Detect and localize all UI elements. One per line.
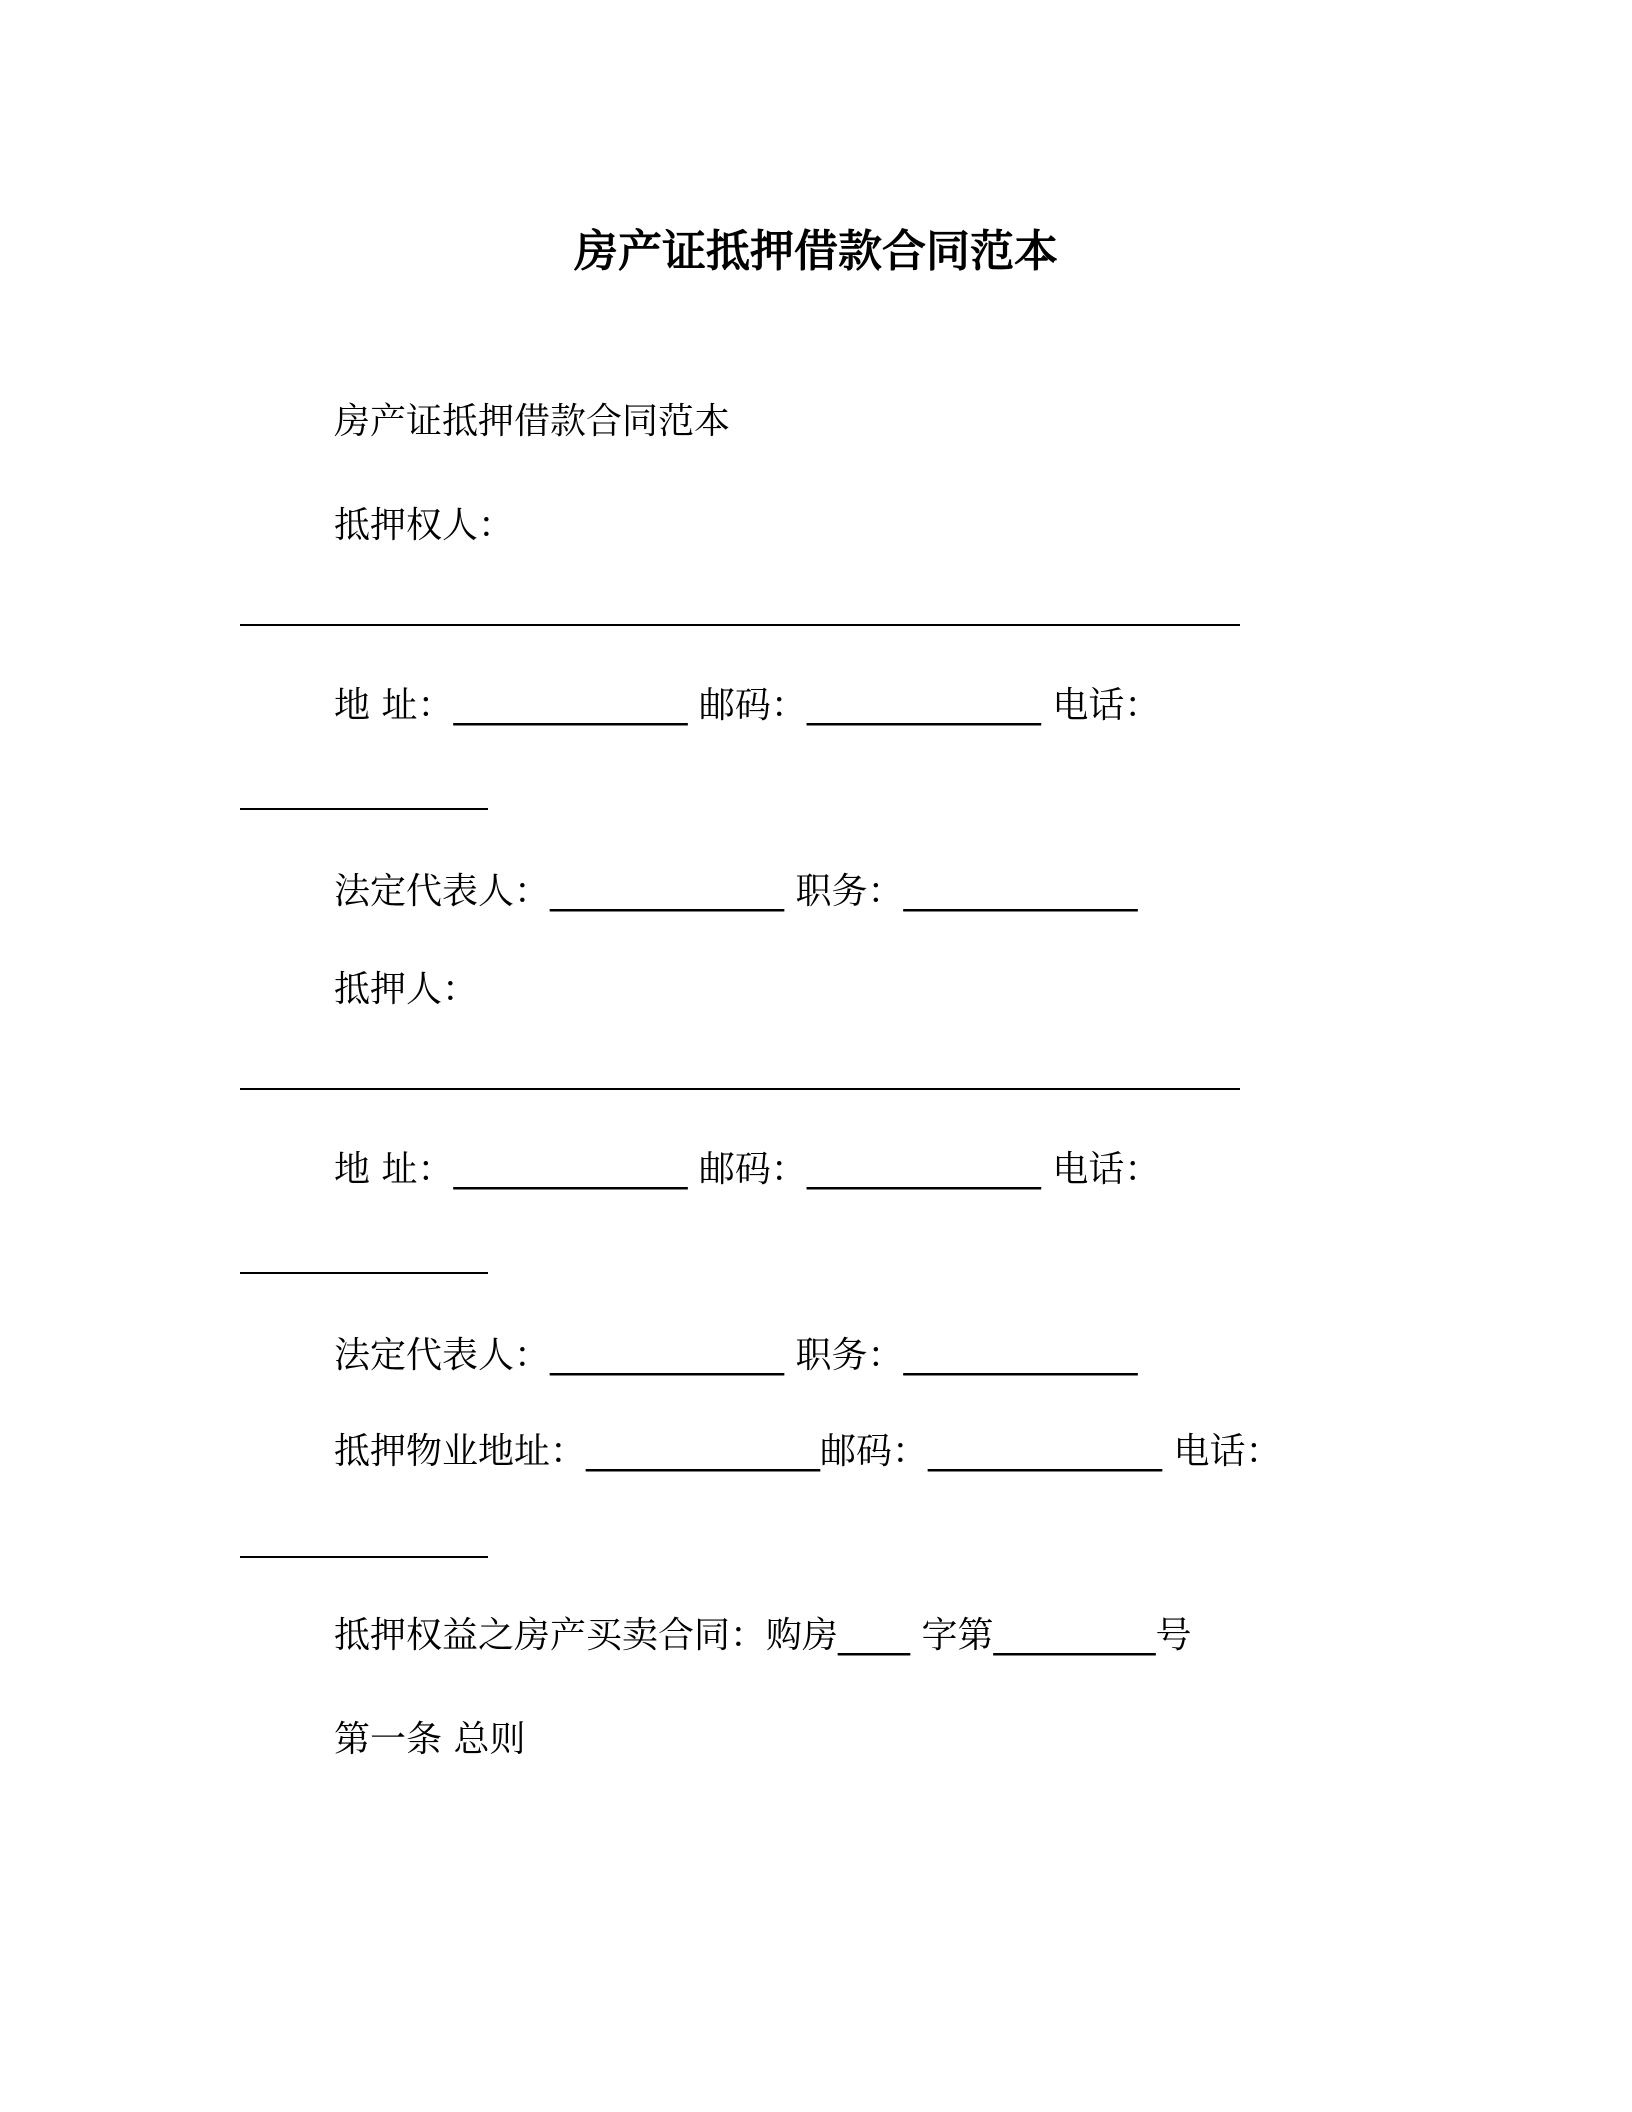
property-address-line: 抵押物业地址：_____________邮码：_____________ 电话： (334, 1431, 1282, 1472)
article-1-heading: 第一条 总则 (334, 1719, 526, 1760)
property-phone-blank (240, 1556, 488, 1558)
mortgagor-phone-blank (240, 1272, 488, 1274)
mortgagee-label: 抵押权人： (334, 505, 515, 546)
mortgagor-representative-line: 法定代表人：_____________ 职务：_____________ (334, 1335, 1138, 1376)
mortgagee-representative-line: 法定代表人：_____________ 职务：_____________ (334, 871, 1138, 912)
mortgagee-address-line: 地 址：_____________ 邮码：_____________ 电话： (334, 685, 1161, 726)
purchase-contract-line: 抵押权益之房产买卖合同：购房____ 字第_________号 (334, 1615, 1192, 1656)
mortgagee-phone-blank (240, 808, 488, 810)
mortgagor-address-line: 地 址：_____________ 邮码：_____________ 电话： (334, 1149, 1161, 1190)
mortgagor-label: 抵押人： (334, 969, 479, 1010)
document-subtitle: 房产证抵押借款合同范本 (334, 401, 731, 442)
document-title: 房产证抵押借款合同范本 (574, 226, 1058, 277)
mortgagor-name-blank (240, 1088, 1240, 1090)
mortgagee-name-blank (240, 624, 1240, 626)
